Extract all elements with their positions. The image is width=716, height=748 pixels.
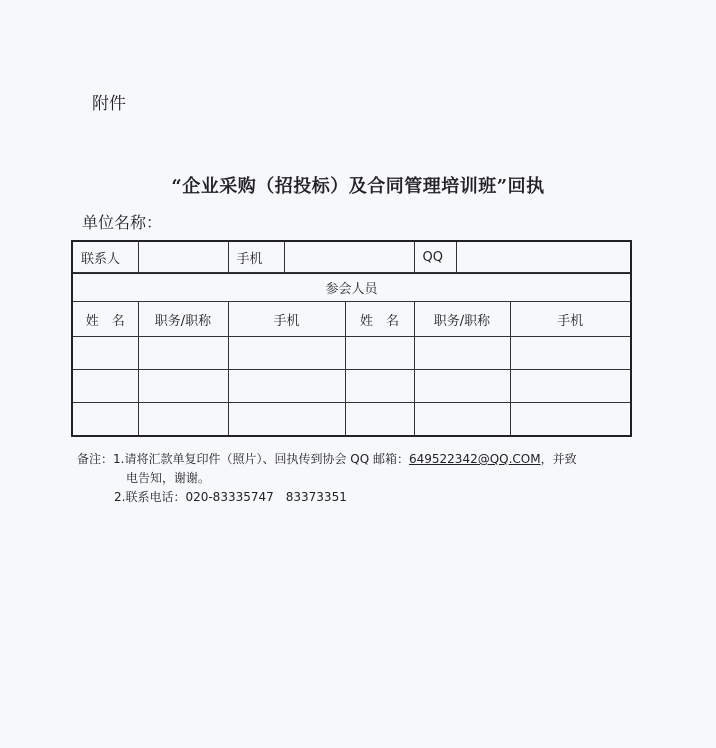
attendees-table <box>71 272 632 437</box>
table-cell[interactable] <box>72 370 138 403</box>
qq-field[interactable] <box>456 241 631 273</box>
attendees-header-row <box>72 273 631 302</box>
table-cell[interactable] <box>228 337 345 370</box>
table-cell[interactable] <box>510 370 631 403</box>
phone-label: 手机 <box>228 241 284 273</box>
table-cell[interactable] <box>228 370 345 403</box>
note-line-3: 2.联系电话：020-83335747 83373351 <box>114 490 347 504</box>
table-cell[interactable] <box>138 403 228 437</box>
qq-label: QQ <box>414 241 456 273</box>
attendees-header: 参会人员 <box>72 273 631 302</box>
table-row <box>72 337 631 370</box>
note-1-tail: ，并致 <box>540 452 577 466</box>
unit-name-label: 单位名称： <box>82 213 163 232</box>
table-cell[interactable] <box>72 403 138 437</box>
email-link[interactable]: 649522342@QQ.COM <box>409 452 541 466</box>
table-cell[interactable] <box>414 403 510 437</box>
table-cell[interactable] <box>345 403 414 437</box>
table-cell[interactable] <box>138 337 228 370</box>
contact-label: 联系人 <box>72 241 138 273</box>
attachment-label: 附件 <box>92 94 126 114</box>
table-cell[interactable] <box>138 370 228 403</box>
column-header: 职务/职称 <box>138 302 228 337</box>
table-cell[interactable] <box>228 403 345 437</box>
column-header: 姓 名 <box>72 302 138 337</box>
notes <box>77 450 577 507</box>
notes-prefix: 备注： <box>77 452 114 466</box>
column-header: 手机 <box>228 302 345 337</box>
table-cell[interactable] <box>345 370 414 403</box>
table-cell[interactable] <box>510 403 631 437</box>
note-1-text: 1.请将汇款单复印件（照片）、回执传到协会 QQ 邮箱： <box>113 452 409 466</box>
contact-row <box>72 241 631 273</box>
column-header: 职务/职称 <box>414 302 510 337</box>
table-cell[interactable] <box>414 370 510 403</box>
table-cell[interactable] <box>414 337 510 370</box>
table-row <box>72 403 631 437</box>
column-header-row <box>72 302 631 337</box>
page-title: “企业采购（招投标）及合同管理培训班”回执 <box>171 176 545 197</box>
note-line-1 <box>77 450 577 469</box>
table-cell[interactable] <box>345 337 414 370</box>
column-header: 手机 <box>510 302 631 337</box>
table-row <box>72 370 631 403</box>
registration-form-table <box>71 240 632 274</box>
phone-field[interactable] <box>284 241 414 273</box>
column-header: 姓 名 <box>345 302 414 337</box>
note-line-2: 电告知，谢谢。 <box>126 471 211 485</box>
contact-field[interactable] <box>138 241 228 273</box>
table-cell[interactable] <box>510 337 631 370</box>
table-cell[interactable] <box>72 337 138 370</box>
